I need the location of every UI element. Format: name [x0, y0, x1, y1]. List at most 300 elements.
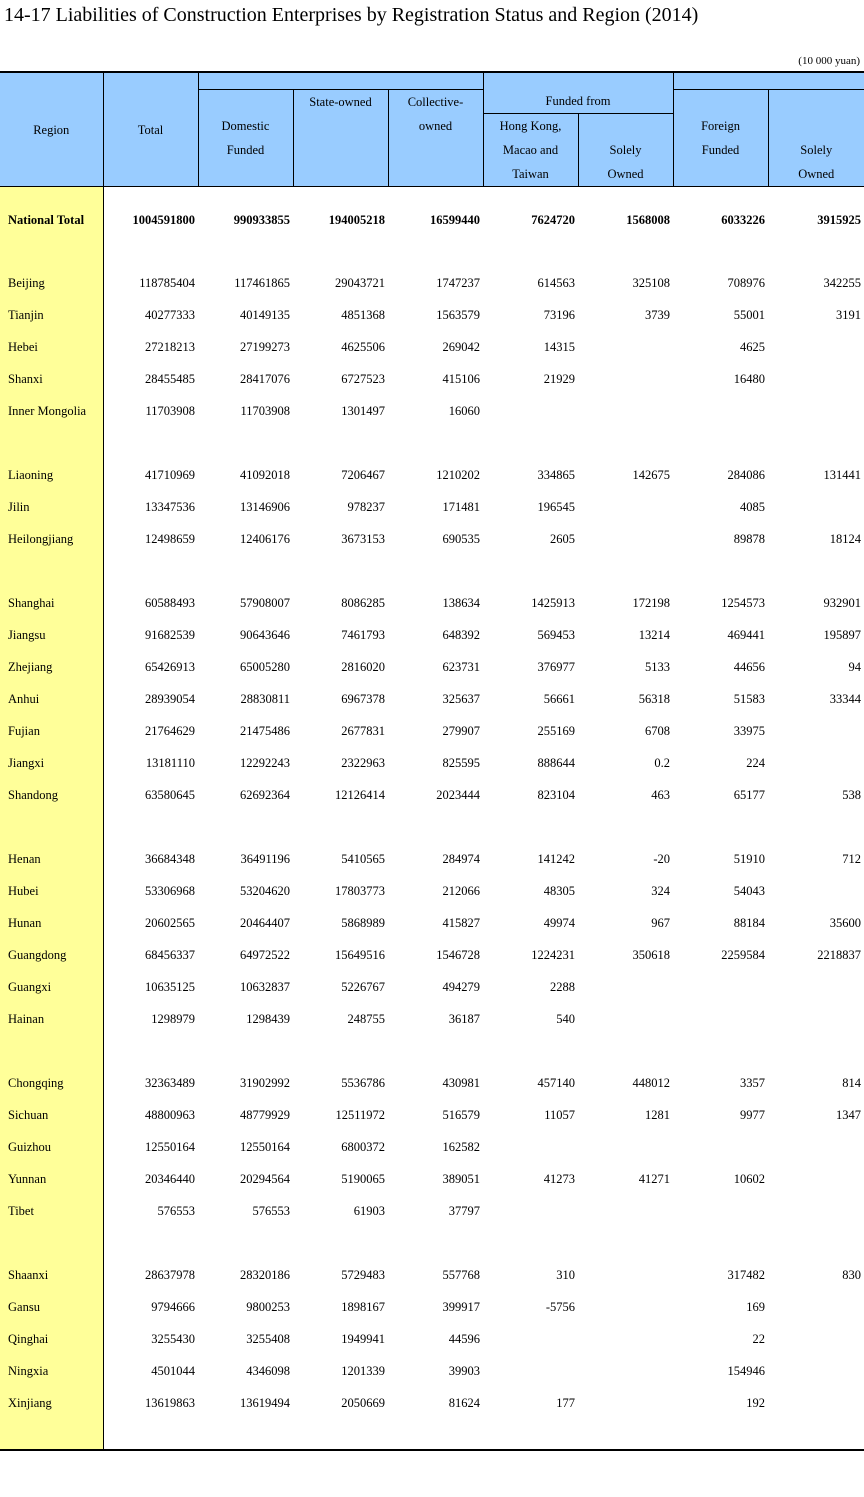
header-domestic-label: Domestic Funded — [221, 119, 270, 157]
cell-foreign — [673, 971, 768, 1003]
table-row — [0, 1355, 864, 1387]
cell-hmt-solely: 1281 — [645, 1107, 671, 1122]
cell-hmt-solely: 325108 — [632, 275, 671, 290]
cell-region: Shandong — [0, 779, 103, 811]
cell-state: 1201339 — [341, 1363, 385, 1378]
cell-state: 1301497 — [341, 403, 385, 418]
header-domestic — [198, 90, 293, 187]
table-row — [0, 1259, 864, 1291]
cell-foreign: 65177 — [733, 787, 766, 802]
cell-region: Tianjin — [0, 299, 103, 331]
cell-collective: 648392 — [442, 627, 481, 642]
header-hmt-label: Hong Kong, Macao and Taiwan — [499, 119, 562, 181]
cell-hmt: 73196 — [543, 307, 576, 322]
cell-total: 12550164 — [145, 1139, 195, 1154]
cell-foreign: 154946 — [727, 1363, 766, 1378]
cell-domestic: 12550164 — [240, 1139, 290, 1154]
table-row — [0, 651, 864, 683]
cell-hmt-solely — [578, 523, 673, 555]
cell-hmt: 823104 — [537, 787, 576, 802]
table-row — [0, 299, 864, 331]
cell-foreign: 55001 — [733, 307, 766, 322]
cell-hmt: 49974 — [543, 915, 576, 930]
cell-hmt — [483, 395, 578, 427]
cell-hmt: 41273 — [543, 1171, 576, 1186]
cell-domestic: 90643646 — [240, 627, 290, 642]
cell-region: Hainan — [0, 1003, 103, 1035]
cell-total: 20602565 — [145, 915, 195, 930]
cell-region: Xinjiang — [0, 1387, 103, 1419]
cell-total: 65426913 — [145, 659, 195, 674]
cell-hmt-solely — [578, 491, 673, 523]
cell-hmt-solely: 142675 — [632, 467, 671, 482]
table-row — [0, 875, 864, 907]
cell-collective: 81624 — [448, 1395, 481, 1410]
cell-collective: 415827 — [442, 915, 481, 930]
cell-hmt: 14315 — [543, 339, 576, 354]
cell-foreign-solely: 830 — [842, 1267, 862, 1282]
cell-foreign-solely: 3191 — [836, 307, 862, 322]
cell-state: 5190065 — [341, 1171, 385, 1186]
cell-state: 8086285 — [341, 595, 385, 610]
cell-domestic: 13619494 — [240, 1395, 290, 1410]
cell-state: 6727523 — [341, 371, 385, 386]
header-collective — [388, 90, 483, 187]
cell-region: Gansu — [0, 1291, 103, 1323]
cell-region: Zhejiang — [0, 651, 103, 683]
cell-region: Hubei — [0, 875, 103, 907]
cell-foreign-solely: 712 — [842, 851, 862, 866]
cell-collective: 171481 — [442, 499, 481, 514]
cell-total: 13619863 — [145, 1395, 195, 1410]
cell-domestic: 41092018 — [240, 467, 290, 482]
cell-foreign-solely: 538 — [842, 787, 862, 802]
cell-domestic: 28320186 — [240, 1267, 290, 1282]
cell-region: Qinghai — [0, 1323, 103, 1355]
table-row — [0, 843, 864, 875]
cell-foreign-solely — [768, 491, 864, 523]
cell-foreign: 317482 — [727, 1267, 766, 1282]
cell-collective: 212066 — [442, 883, 481, 898]
cell-total: 576553 — [157, 1203, 195, 1218]
cell-foreign-solely — [768, 1163, 864, 1195]
table-row — [0, 1067, 864, 1099]
cell-domestic: 10632837 — [240, 979, 290, 994]
cell-state: 3673153 — [341, 531, 385, 546]
header-foreign-solely — [768, 90, 864, 187]
cell-hmt-solely: 13214 — [638, 627, 671, 642]
cell-foreign: 224 — [746, 755, 766, 770]
cell-state: 12511972 — [335, 1107, 385, 1122]
cell-state: 4851368 — [341, 307, 385, 322]
cell-collective: 494279 — [442, 979, 481, 994]
cell-state: 6967378 — [341, 691, 385, 706]
cell-foreign: 469441 — [727, 627, 766, 642]
spacer-row — [0, 555, 864, 587]
cell-foreign: 192 — [746, 1395, 766, 1410]
cell-hmt-solely — [578, 331, 673, 363]
cell-collective: 1747237 — [436, 275, 481, 290]
liabilities-table — [0, 71, 864, 1451]
cell-foreign: 1254573 — [721, 595, 766, 610]
cell-collective: 16599440 — [430, 212, 481, 227]
cell-total: 27218213 — [145, 339, 195, 354]
cell-region: Shanxi — [0, 363, 103, 395]
cell-total: 11703908 — [145, 403, 195, 418]
cell-domestic: 53204620 — [240, 883, 290, 898]
cell-foreign-solely: 33344 — [829, 691, 862, 706]
cell-total: 13181110 — [145, 755, 195, 770]
cell-hmt-solely — [578, 1323, 673, 1355]
cell-state: 2816020 — [341, 659, 385, 674]
cell-domestic: 36491196 — [240, 851, 290, 866]
cell-foreign: 33975 — [733, 723, 766, 738]
cell-total: 40277333 — [145, 307, 195, 322]
cell-foreign: 9977 — [740, 1107, 766, 1122]
cell-foreign-solely — [768, 715, 864, 747]
page-title: 14-17 Liabilities of Construction Enterprises by Registration Status and Region (2014) — [4, 4, 699, 26]
cell-domestic: 11703908 — [240, 403, 290, 418]
cell-region: Liaoning — [0, 459, 103, 491]
cell-hmt: 2605 — [550, 531, 576, 546]
table-row — [0, 491, 864, 523]
cell-hmt-solely: 350618 — [632, 947, 671, 962]
cell-hmt-solely — [578, 1131, 673, 1163]
cell-foreign-solely — [768, 875, 864, 907]
cell-foreign-solely: 35600 — [829, 915, 862, 930]
cell-collective: 279907 — [442, 723, 481, 738]
cell-region: Tibet — [0, 1195, 103, 1227]
cell-collective: 623731 — [442, 659, 481, 674]
cell-hmt: 11057 — [544, 1107, 576, 1122]
cell-hmt-solely — [578, 1387, 673, 1419]
cell-foreign-solely — [768, 1003, 864, 1035]
cell-foreign: 89878 — [733, 531, 766, 546]
cell-collective: 389051 — [442, 1171, 481, 1186]
table-row — [0, 1323, 864, 1355]
cell-region: Ningxia — [0, 1355, 103, 1387]
cell-hmt: 7624720 — [531, 212, 576, 227]
table-row — [0, 715, 864, 747]
unit-label: (10 000 yuan) — [798, 55, 860, 67]
cell-total: 118785404 — [139, 275, 195, 290]
cell-domestic: 13146906 — [240, 499, 290, 514]
table-row — [0, 1195, 864, 1227]
table-row — [0, 459, 864, 491]
cell-foreign: 16480 — [733, 371, 766, 386]
cell-hmt-solely: 5133 — [645, 659, 671, 674]
cell-region: Shanghai — [0, 587, 103, 619]
cell-foreign-solely: 94 — [848, 659, 862, 674]
cell-state: 5729483 — [341, 1267, 385, 1282]
cell-state: 29043721 — [335, 275, 385, 290]
cell-region: Yunnan — [0, 1163, 103, 1195]
cell-domestic: 576553 — [252, 1203, 290, 1218]
cell-region: Heilongjiang — [0, 523, 103, 555]
cell-hmt: 177 — [556, 1395, 576, 1410]
cell-total: 32363489 — [145, 1075, 195, 1090]
header-region: Region — [0, 72, 103, 187]
cell-hmt: 1425913 — [531, 595, 576, 610]
cell-state: 5536786 — [341, 1075, 385, 1090]
cell-total: 10635125 — [145, 979, 195, 994]
cell-foreign-solely — [768, 1291, 864, 1323]
cell-region: Hunan — [0, 907, 103, 939]
cell-total: 36684348 — [145, 851, 195, 866]
cell-hmt-solely — [578, 1291, 673, 1323]
cell-collective: 36187 — [448, 1011, 481, 1026]
cell-hmt-solely: 56318 — [638, 691, 671, 706]
cell-domestic: 117461865 — [234, 275, 290, 290]
spacer-row — [0, 1227, 864, 1259]
cell-total: 53306968 — [145, 883, 195, 898]
header-hmt-solely — [578, 114, 673, 187]
cell-foreign-solely: 2218837 — [817, 947, 862, 962]
cell-domestic: 4346098 — [246, 1363, 290, 1378]
cell-domestic: 12406176 — [240, 531, 290, 546]
cell-foreign: 4625 — [740, 339, 766, 354]
cell-region: Guangxi — [0, 971, 103, 1003]
cell-domestic: 20294564 — [240, 1171, 290, 1186]
table-row — [0, 1099, 864, 1131]
cell-domestic: 62692364 — [240, 787, 290, 802]
cell-collective: 430981 — [442, 1075, 481, 1090]
cell-hmt-solely — [578, 395, 673, 427]
cell-domestic: 48779929 — [240, 1107, 290, 1122]
cell-state: 7461793 — [341, 627, 385, 642]
cell-hmt-solely — [578, 1259, 673, 1291]
cell-foreign-solely — [768, 1323, 864, 1355]
cell-hmt: 1224231 — [531, 947, 576, 962]
cell-region: Jiangxi — [0, 747, 103, 779]
cell-hmt: 48305 — [543, 883, 576, 898]
cell-hmt: 56661 — [543, 691, 576, 706]
cell-foreign: 44656 — [733, 659, 766, 674]
cell-foreign: 51910 — [733, 851, 766, 866]
cell-foreign: 54043 — [733, 883, 766, 898]
cell-hmt: 21929 — [543, 371, 576, 386]
cell-foreign-solely — [768, 1131, 864, 1163]
table-row — [0, 1003, 864, 1035]
cell-collective: 162582 — [442, 1139, 481, 1154]
cell-collective: 284974 — [442, 851, 481, 866]
cell-foreign-solely — [768, 1195, 864, 1227]
cell-hmt-solely — [578, 1355, 673, 1387]
header-total: Total — [103, 72, 198, 187]
cell-hmt-solely: 3739 — [645, 307, 671, 322]
cell-state: 2050669 — [341, 1395, 385, 1410]
cell-foreign-solely: 131441 — [823, 467, 862, 482]
table-row — [0, 267, 864, 299]
cell-total: 3255430 — [151, 1331, 195, 1346]
cell-collective: 325637 — [442, 691, 481, 706]
cell-collective: 557768 — [442, 1267, 481, 1282]
cell-collective: 1210202 — [436, 467, 481, 482]
header-foreign-solely-label: Solely Owned — [798, 143, 835, 181]
cell-hmt: 310 — [556, 1267, 576, 1282]
cell-hmt-solely — [578, 363, 673, 395]
cell-hmt — [483, 1131, 578, 1163]
cell-collective: 44596 — [448, 1331, 481, 1346]
table-row — [0, 1131, 864, 1163]
cell-total: 13347536 — [145, 499, 195, 514]
cell-hmt — [483, 1323, 578, 1355]
cell-total: 9794666 — [151, 1299, 195, 1314]
cell-region: National Total — [0, 205, 103, 235]
cell-total: 63580645 — [145, 787, 195, 802]
cell-hmt-solely: -20 — [653, 851, 671, 866]
header-hmt-group-label: Funded from — [545, 94, 611, 108]
cell-foreign — [673, 395, 768, 427]
cell-foreign: 10602 — [733, 1171, 766, 1186]
table-row — [0, 683, 864, 715]
cell-collective: 415106 — [442, 371, 481, 386]
cell-domestic: 20464407 — [240, 915, 290, 930]
cell-hmt-solely: 41271 — [638, 1171, 671, 1186]
cell-domestic: 9800253 — [246, 1299, 290, 1314]
cell-foreign: 2259584 — [721, 947, 766, 962]
cell-hmt: 888644 — [537, 755, 576, 770]
cell-state: 248755 — [347, 1011, 385, 1026]
table-row — [0, 395, 864, 427]
cell-domestic: 12292243 — [240, 755, 290, 770]
spacer-row — [0, 427, 864, 459]
cell-region: Anhui — [0, 683, 103, 715]
spacer-row — [0, 811, 864, 843]
header-hmt-group — [483, 72, 673, 114]
cell-foreign: 3357 — [740, 1075, 766, 1090]
cell-foreign — [673, 1003, 768, 1035]
cell-region: Shaanxi — [0, 1259, 103, 1291]
cell-foreign: 169 — [746, 1299, 766, 1314]
cell-hmt: 569453 — [537, 627, 576, 642]
header-spacer-foreign — [673, 72, 864, 90]
cell-collective: 1563579 — [436, 307, 481, 322]
cell-foreign-solely — [768, 1387, 864, 1419]
spacer-row — [0, 1035, 864, 1067]
cell-total: 1298979 — [151, 1011, 195, 1026]
cell-foreign-solely — [768, 747, 864, 779]
cell-foreign — [673, 1131, 768, 1163]
header-foreign — [673, 90, 768, 187]
cell-foreign: 51583 — [733, 691, 766, 706]
cell-foreign: 88184 — [733, 915, 766, 930]
cell-hmt-solely: 448012 — [632, 1075, 671, 1090]
cell-domestic: 3255408 — [246, 1331, 290, 1346]
table-row-national-total — [0, 205, 864, 235]
cell-hmt-solely — [578, 1195, 673, 1227]
cell-foreign — [673, 1195, 768, 1227]
cell-hmt-solely — [578, 971, 673, 1003]
cell-collective: 1546728 — [436, 947, 481, 962]
cell-region: Jilin — [0, 491, 103, 523]
cell-hmt-solely: 324 — [651, 883, 671, 898]
cell-state: 978237 — [347, 499, 385, 514]
header-hmt — [483, 114, 578, 187]
cell-domestic: 990933855 — [233, 212, 290, 227]
cell-collective: 825595 — [442, 755, 481, 770]
cell-hmt: -5756 — [545, 1299, 576, 1314]
cell-total: 1004591800 — [132, 212, 195, 227]
cell-total: 28939054 — [145, 691, 195, 706]
cell-total: 41710969 — [145, 467, 195, 482]
cell-hmt-solely: 172198 — [632, 595, 671, 610]
cell-domestic: 40149135 — [240, 307, 290, 322]
cell-foreign: 22 — [752, 1331, 766, 1346]
cell-hmt: 141242 — [537, 851, 576, 866]
table-row — [0, 747, 864, 779]
cell-state: 2677831 — [341, 723, 385, 738]
cell-foreign-solely: 342255 — [823, 275, 862, 290]
cell-collective: 690535 — [442, 531, 481, 546]
cell-region: Fujian — [0, 715, 103, 747]
table-row — [0, 619, 864, 651]
cell-state: 12126414 — [335, 787, 385, 802]
cell-foreign-solely: 18124 — [829, 531, 862, 546]
cell-collective: 516579 — [442, 1107, 481, 1122]
cell-domestic: 57908007 — [240, 595, 290, 610]
cell-foreign: 6033226 — [721, 212, 766, 227]
table-row — [0, 363, 864, 395]
cell-hmt: 334865 — [537, 467, 576, 482]
cell-hmt-solely: 6708 — [645, 723, 671, 738]
spacer-row — [0, 1419, 864, 1450]
cell-domestic: 65005280 — [240, 659, 290, 674]
cell-region: Inner Mongolia — [0, 395, 103, 427]
cell-total: 4501044 — [151, 1363, 195, 1378]
cell-foreign-solely — [768, 331, 864, 363]
cell-state: 7206467 — [341, 467, 385, 482]
cell-domestic: 27199273 — [240, 339, 290, 354]
table-row — [0, 1387, 864, 1419]
cell-region: Henan — [0, 843, 103, 875]
cell-region: Chongqing — [0, 1067, 103, 1099]
cell-foreign-solely: 3915925 — [817, 212, 862, 227]
cell-state: 61903 — [353, 1203, 385, 1218]
table-row — [0, 939, 864, 971]
cell-domestic: 28417076 — [240, 371, 290, 386]
cell-state: 194005218 — [328, 212, 385, 227]
cell-domestic: 21475486 — [240, 723, 290, 738]
cell-hmt-solely: 1568008 — [626, 212, 671, 227]
cell-hmt-solely: 463 — [651, 787, 671, 802]
cell-region: Beijing — [0, 267, 103, 299]
header-collective-label: Collective-owned — [407, 95, 464, 133]
cell-collective: 16060 — [448, 403, 481, 418]
spacer-row — [0, 187, 864, 206]
table-row — [0, 971, 864, 1003]
cell-total: 12498659 — [145, 531, 195, 546]
cell-collective: 37797 — [448, 1203, 481, 1218]
cell-state: 15649516 — [335, 947, 385, 962]
cell-hmt-solely: 0.2 — [654, 755, 671, 770]
cell-state: 2322963 — [341, 755, 385, 770]
cell-collective: 138634 — [442, 595, 481, 610]
cell-state: 6800372 — [341, 1139, 385, 1154]
cell-foreign: 284086 — [727, 467, 766, 482]
table-row — [0, 779, 864, 811]
cell-collective: 399917 — [442, 1299, 481, 1314]
spacer-row — [0, 235, 864, 267]
cell-foreign-solely — [768, 971, 864, 1003]
cell-foreign-solely: 932901 — [823, 595, 862, 610]
cell-hmt-solely — [578, 1003, 673, 1035]
table-row — [0, 523, 864, 555]
cell-total: 48800963 — [145, 1107, 195, 1122]
header-state — [293, 90, 388, 187]
cell-total: 68456337 — [145, 947, 195, 962]
cell-foreign-solely: 1347 — [836, 1107, 862, 1122]
